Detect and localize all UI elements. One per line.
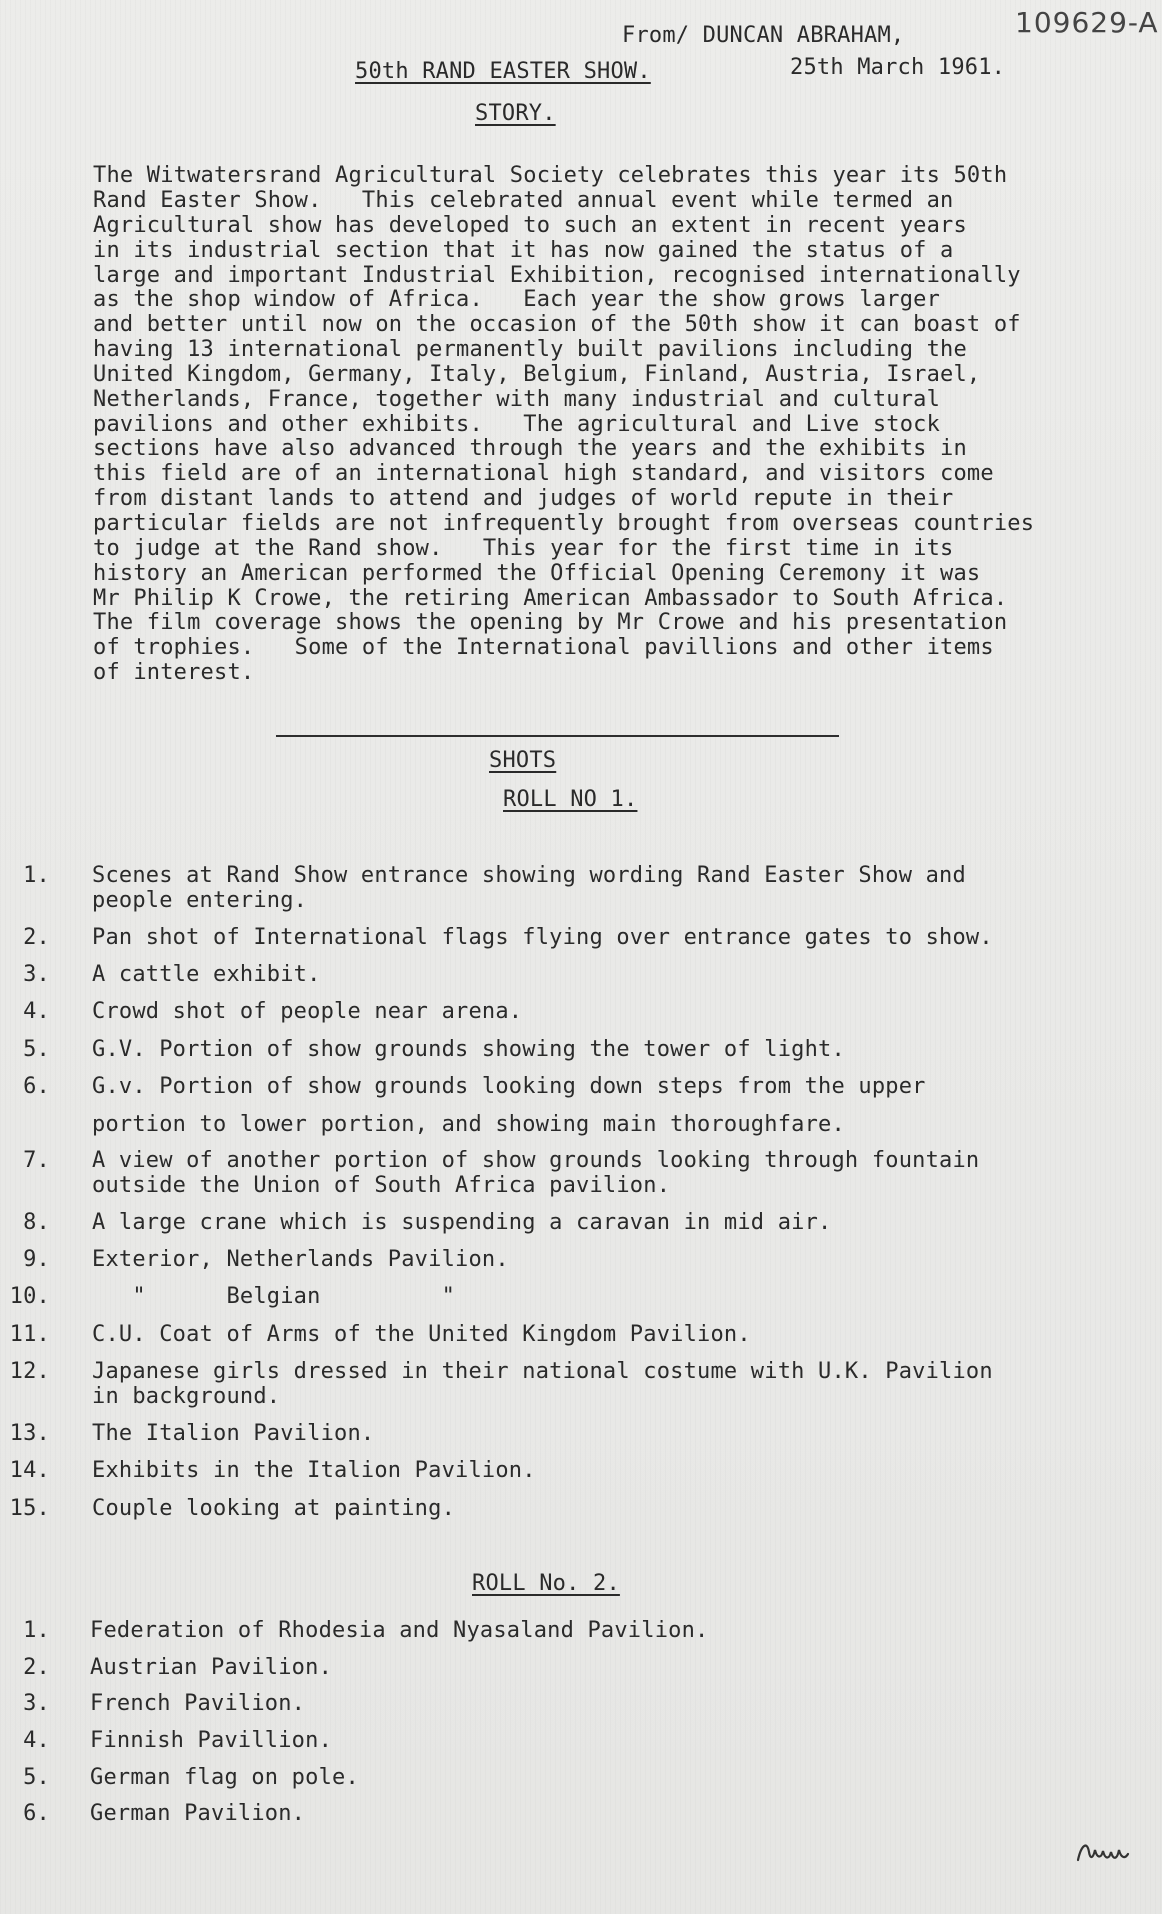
handwritten-reference: 109629-A (1015, 6, 1159, 39)
shot-number: 8. (23, 1210, 50, 1235)
shot-description: Japanese girls dressed in their national costume with U.K. Pavilion (92, 1359, 993, 1384)
story-line: United Kingdom, Germany, Italy, Belgium, Finland, Austria, Israel, (93, 362, 981, 387)
shot-description: Scenes at Rand Show entrance showing wording Rand Easter Show and (92, 863, 966, 888)
shot-number: 10. (9, 1284, 50, 1309)
story-line: of interest. (93, 660, 255, 685)
story-line: Agricultural show has developed to such an extent in recent years (93, 213, 967, 238)
story-line: The film coverage shows the opening by Mr Crowe and his presentation (93, 610, 1008, 635)
handwritten-initials (1075, 1832, 1131, 1876)
shot-description: Exhibits in the Italion Pavilion. (92, 1458, 536, 1483)
section-divider (276, 735, 839, 737)
story-line: and better until now on the occasion of the 50th show it can boast of (93, 312, 1021, 337)
shot-number: 13. (9, 1421, 50, 1446)
shot-description: Crowd shot of people near arena. (92, 999, 523, 1024)
shot-number: 4. (23, 999, 50, 1024)
shot-number: 9. (23, 1247, 50, 1272)
story-line: The Witwatersrand Agricultural Society celebrates this year its 50th (93, 163, 1008, 188)
story-line: pavilions and other exhibits. The agricultural and Live stock (93, 412, 941, 437)
shot-number: 3. (23, 1691, 50, 1716)
shot-number: 14. (9, 1458, 50, 1483)
story-line: large and important Industrial Exhibition, recognised internationally (93, 263, 1021, 288)
story-line: in its industrial section that it has now gained the status of a (93, 238, 954, 263)
shots-heading: SHOTS (489, 748, 557, 773)
shot-description: Exterior, Netherlands Pavilion. (92, 1247, 509, 1272)
story-line: this field are of an international high standard, and visitors come (93, 461, 994, 486)
from-line: From/ DUNCAN ABRAHAM, (622, 23, 905, 48)
shot-description: people entering. (92, 888, 308, 913)
shot-number: 2. (23, 1655, 50, 1680)
shot-description: in background. (92, 1384, 281, 1409)
story-line: of trophies. Some of the International pavillions and other items (93, 635, 994, 660)
shot-number: 6. (23, 1801, 50, 1826)
document-date: 25th March 1961. (790, 55, 1006, 80)
shot-description: German Pavilion. (90, 1801, 306, 1826)
shot-description: French Pavilion. (90, 1691, 306, 1716)
story-line: sections have also advanced through the years and the exhibits in (93, 436, 967, 461)
shot-description: Austrian Pavilion. (90, 1655, 333, 1680)
shot-number: 4. (23, 1728, 50, 1753)
shot-description: outside the Union of South Africa pavilion. (92, 1173, 671, 1198)
shot-description: G.v. Portion of show grounds looking down steps from the upper (92, 1074, 926, 1099)
story-line: Netherlands, France, together with many industrial and cultural (93, 387, 941, 412)
shot-number: 7. (23, 1148, 50, 1173)
story-line: history an American performed the Official Opening Ceremony it was (93, 561, 981, 586)
shot-description: C.U. Coat of Arms of the United Kingdom Pavilion. (92, 1322, 751, 1347)
shot-number: 15. (9, 1496, 50, 1521)
shot-number: 1. (23, 863, 50, 888)
shot-description: Couple looking at painting. (92, 1496, 456, 1521)
shot-description: A large crane which is suspending a caravan in mid air. (92, 1210, 832, 1235)
shot-number: 2. (23, 925, 50, 950)
shot-description: portion to lower portion, and showing main thoroughfare. (92, 1112, 845, 1137)
shot-description: " Belgian " (92, 1284, 456, 1309)
shot-description: Finnish Pavillion. (90, 1728, 333, 1753)
shot-description: Federation of Rhodesia and Nyasaland Pavilion. (90, 1618, 709, 1643)
shot-number: 11. (9, 1322, 50, 1347)
shot-number: 5. (23, 1037, 50, 1062)
shot-number: 3. (23, 962, 50, 987)
shot-description: Pan shot of International flags flying over entrance gates to show. (92, 925, 993, 950)
story-line: as the shop window of Africa. Each year the show grows larger (93, 287, 941, 312)
initials-scribble-icon (1075, 1832, 1131, 1868)
shot-number: 6. (23, 1074, 50, 1099)
story-line: to judge at the Rand show. This year for the first time in its (93, 536, 954, 561)
shot-description: The Italion Pavilion. (92, 1421, 375, 1446)
roll-2-heading: ROLL No. 2. (472, 1571, 620, 1596)
shot-number: 12. (9, 1359, 50, 1384)
document-title: 50th RAND EASTER SHOW. (355, 59, 651, 84)
shot-number: 5. (23, 1765, 50, 1790)
story-line: particular fields are not infrequently brought from overseas countries (93, 511, 1035, 536)
story-line: having 13 international permanently built pavilions including the (93, 337, 967, 362)
story-line: Mr Philip K Crowe, the retiring American Ambassador to South Africa. (93, 586, 1008, 611)
shot-description: German flag on pole. (90, 1765, 359, 1790)
story-line: Rand Easter Show. This celebrated annual event while termed an (93, 188, 954, 213)
shot-description: A cattle exhibit. (92, 962, 321, 987)
roll-1-heading: ROLL NO 1. (503, 787, 638, 812)
shot-description: A view of another portion of show grounds looking through fountain (92, 1148, 980, 1173)
shot-number: 1. (23, 1618, 50, 1643)
story-heading: STORY. (475, 101, 556, 126)
shot-description: G.V. Portion of show grounds showing the tower of light. (92, 1037, 845, 1062)
story-line: from distant lands to attend and judges of world repute in their (93, 486, 954, 511)
